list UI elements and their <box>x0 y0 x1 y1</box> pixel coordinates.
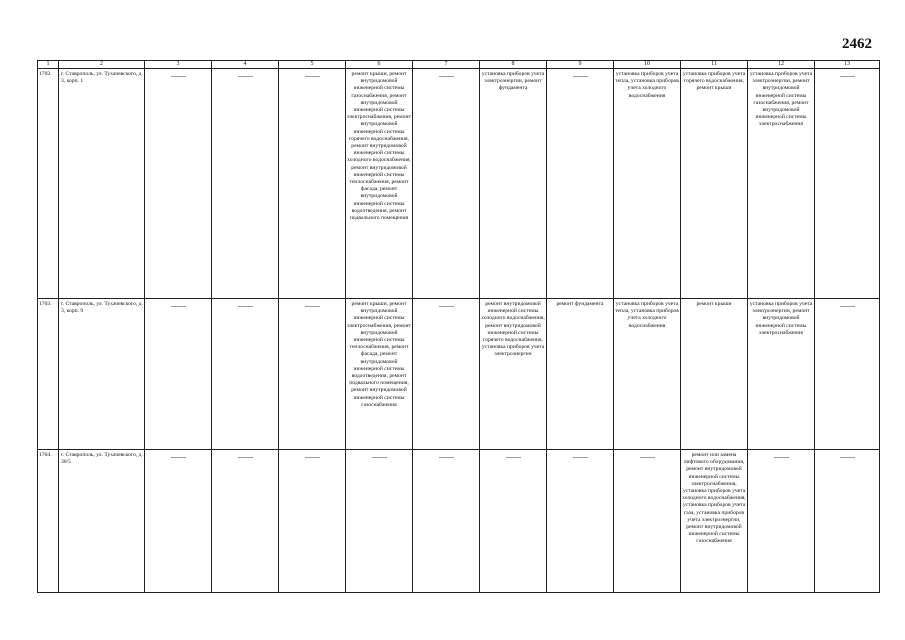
column-number: 10 <box>614 61 681 69</box>
column-number: 6 <box>346 61 413 69</box>
dash-mark: —— <box>171 452 185 461</box>
column-number: 5 <box>279 61 346 69</box>
works-cell: установка приборов учета электроэнергии, ремонт внутридомовой инженерной системы газоснабжения, ремонт внутридомовой инженерной системы электроснабжения <box>748 69 815 299</box>
page-number: 2462 <box>842 36 872 52</box>
dash-mark: —— <box>840 301 854 310</box>
empty-cell <box>614 450 681 593</box>
empty-cell <box>413 69 480 299</box>
works-cell: установка приборов учета горячего водоснабжения, ремонт крыши <box>681 69 748 299</box>
column-number: 8 <box>480 61 547 69</box>
dash-mark: —— <box>439 452 453 461</box>
row-address: г. Ставрополь, ул. Тухачевского, д. 30/5 <box>59 450 145 593</box>
table-row <box>38 450 880 593</box>
empty-cell <box>815 299 880 450</box>
row-number: 1702. <box>38 69 59 299</box>
dash-mark: —— <box>305 452 319 461</box>
empty-cell <box>346 450 413 593</box>
works-cell: ремонт крыши, ремонт внутридомовой инженерной системы газоснабжения, ремонт внутридомовой инженерной системы электроснабжения, ремонт внутридомовой инженерной системы горячего водоснабжения, ремонт внутридомовой инженерной системы холодного водоснабжения, ремонт внутридомовой инженерной системы теплоснабжения, ремонт фасада, ремонт внутридомовой инженерной системы водоотведения, ремонт подвального помещения <box>346 69 413 299</box>
row-number: 1704. <box>38 450 59 593</box>
column-number: 2 <box>59 61 145 69</box>
works-cell: установка приборов учета тепла, установка приборов учета холодного водоснабжения <box>614 299 681 450</box>
table-row <box>38 69 880 299</box>
empty-cell <box>279 69 346 299</box>
dash-mark: —— <box>840 452 854 461</box>
column-number: 11 <box>681 61 748 69</box>
dash-mark: —— <box>238 452 252 461</box>
row-number: 1703. <box>38 299 59 450</box>
dash-mark: —— <box>305 71 319 80</box>
column-number: 13 <box>815 61 880 69</box>
dash-mark: —— <box>840 71 854 80</box>
dash-mark: —— <box>439 71 453 80</box>
column-number: 3 <box>145 61 212 69</box>
row-address: г. Ставрополь, ул. Тухачевского, д. 3, корп. 9 <box>59 299 145 450</box>
dash-mark: —— <box>372 452 386 461</box>
column-number: 9 <box>547 61 614 69</box>
works-cell: ремонт фундамента <box>547 299 614 450</box>
empty-cell <box>279 299 346 450</box>
works-cell: установка приборов учета тепла, установка приборов учета холодного водоснабжения <box>614 69 681 299</box>
empty-cell <box>815 450 880 593</box>
empty-cell <box>212 299 279 450</box>
dash-mark: —— <box>171 301 185 310</box>
empty-cell <box>279 450 346 593</box>
empty-cell <box>212 69 279 299</box>
row-address: г. Ставрополь, ул. Тухачевского, д. 3, корп. 1 <box>59 69 145 299</box>
empty-cell <box>145 450 212 593</box>
works-cell: ремонт крыши, ремонт внутридомовой инженерной системы электроснабжения, ремонт внутридомовой инженерной системы теплоснабжения, ремонт фасада, ремонт внутридомовой инженерной системы водоотведения, ремонт подвального помещения, ремонт внутридомовой инженерной системы газоснабжения <box>346 299 413 450</box>
empty-cell <box>413 299 480 450</box>
empty-cell <box>145 299 212 450</box>
column-number: 7 <box>413 61 480 69</box>
empty-cell <box>815 69 880 299</box>
empty-cell <box>413 450 480 593</box>
dash-mark: —— <box>506 452 520 461</box>
works-cell: ремонт внутридомовой инженерной системы холодного водоснабжения, ремонт внутридомовой инженерной системы горячего водоснабжения, установка приборов учета электроэнергии <box>480 299 547 450</box>
works-cell: установка приборов учета электроэнергии, ремонт внутридомовой инженерной системы электроснабжения <box>748 299 815 450</box>
table-row <box>38 299 880 450</box>
dash-mark: —— <box>439 301 453 310</box>
column-number: 12 <box>748 61 815 69</box>
dash-mark: —— <box>171 71 185 80</box>
works-cell: ремонт или замена лифтового оборудования, ремонт внутридомовой инженерной системы электроснабжения, установка приборов учета холодного водоснабжения, установка приборов учета газа, установка приборов учета электроэнергии, ремонт внутридомовой инженерной системы газоснабжения <box>681 450 748 593</box>
empty-cell <box>212 450 279 593</box>
empty-cell <box>547 69 614 299</box>
works-cell: ремонт крыши <box>681 299 748 450</box>
column-number: 4 <box>212 61 279 69</box>
register-table <box>37 60 880 593</box>
empty-cell <box>145 69 212 299</box>
dash-mark: —— <box>238 301 252 310</box>
dash-mark: —— <box>573 71 587 80</box>
dash-mark: —— <box>640 452 654 461</box>
column-number: 1 <box>38 61 59 69</box>
header-row <box>38 61 880 69</box>
works-cell: установка приборов учета электроэнергии, ремонт фундамента <box>480 69 547 299</box>
dash-mark: —— <box>238 71 252 80</box>
empty-cell <box>748 450 815 593</box>
empty-cell <box>547 450 614 593</box>
dash-mark: —— <box>573 452 587 461</box>
dash-mark: —— <box>305 301 319 310</box>
empty-cell <box>480 450 547 593</box>
dash-mark: —— <box>774 452 788 461</box>
